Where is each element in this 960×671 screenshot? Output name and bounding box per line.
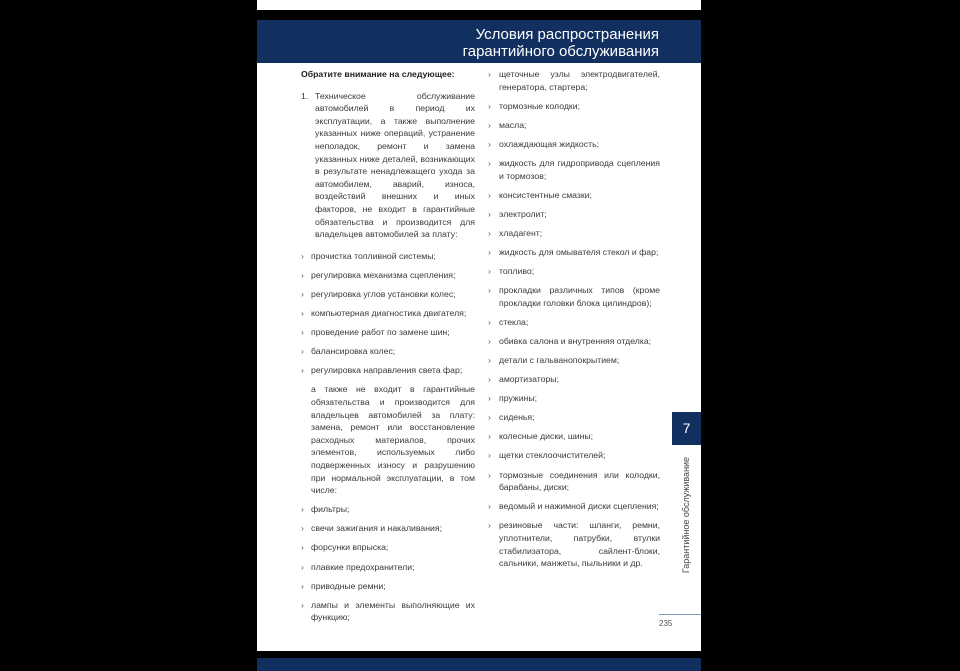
list-item: › топливо; bbox=[488, 265, 660, 278]
document-page bbox=[257, 20, 701, 651]
list-item: › плавкие предохранители; bbox=[301, 561, 475, 574]
page-number: 235 bbox=[659, 619, 673, 628]
list-item: › ведомый и нажимной диски сцепления; bbox=[488, 500, 660, 513]
list-item: › жидкость для омывателя стекол и фар; bbox=[488, 246, 660, 259]
list-item: › регулировка механизма сцепления; bbox=[301, 269, 475, 282]
list-item: › электролит; bbox=[488, 208, 660, 221]
list-item: › щеточные узлы электродвигателей, генератора, стартера; bbox=[488, 68, 660, 93]
list-item: › тормозные соединения или колодки, барабаны, диски; bbox=[488, 469, 660, 494]
list-item: › детали с гальванопокрытием; bbox=[488, 354, 660, 367]
header-title-line-1: Условия распространения bbox=[475, 26, 659, 43]
numbered-item-1 bbox=[301, 90, 475, 241]
header-title-line-2: гарантийного обслуживания bbox=[462, 43, 659, 60]
list-item: › регулировка углов установки колес; bbox=[301, 288, 475, 301]
list-item: › балансировка колес; bbox=[301, 345, 475, 358]
list-item: › консистентные смазки; bbox=[488, 189, 660, 202]
list-item: › лампы и элементы выполняющие их функцию; bbox=[301, 599, 475, 624]
list-item: › фильтры; bbox=[301, 503, 475, 516]
list-item: › сиденья; bbox=[488, 411, 660, 424]
list-item: › колесные диски, шины; bbox=[488, 430, 660, 443]
list-item: › проведение работ по замене шин; bbox=[301, 326, 475, 339]
list-item: › пружины; bbox=[488, 392, 660, 405]
list-item: › обивка салона и внутренняя отделка; bbox=[488, 335, 660, 348]
list-item: › приводные ремни; bbox=[301, 580, 475, 593]
footer-rule bbox=[659, 614, 701, 615]
list-item: › тормозные колодки; bbox=[488, 100, 660, 113]
chapter-label-text: Гарантийное обслуживание bbox=[681, 456, 691, 574]
list-item: › регулировка направления света фар; bbox=[301, 364, 475, 377]
previous-page-edge bbox=[257, 0, 701, 10]
list-item: › прокладки различных типов (кроме прокладки головки блока цилиндров); bbox=[488, 284, 660, 309]
right-column bbox=[488, 68, 660, 576]
list-item: › компьютерная диагностика двигателя; bbox=[301, 307, 475, 320]
list-item: › хладагент; bbox=[488, 227, 660, 240]
list-item: › свечи зажигания и накаливания; bbox=[301, 522, 475, 535]
item-text: Техническое обслуживание автомобилей в период их эксплуатации, а также выполнение указанных ниже операций, устранение неполадок, ремонт и замена указанных ниже деталей, возникающих в результате ненадлежащего ухода за автомобилем, аварий, износа, воздействий внешних и иных факторов, не входит в гарантийные обязательства и производится для владельцев автомобилей за плату: bbox=[315, 90, 475, 240]
chapter-tab: 7 bbox=[672, 412, 701, 445]
paragraph: а также не входит в гарантийные обязательства и производится для владельцев автомобилей за плату: замена, ремонт или восстановление расходных материалов, прочих элементов, используемых либо подверженных износу и разрушению при нормальной эксплуатации, в том числе: bbox=[311, 384, 475, 496]
section-heading: Обратите внимание на следующее: bbox=[301, 69, 455, 79]
list-item: › охлаждающая жидкость; bbox=[488, 138, 660, 151]
left-column bbox=[301, 68, 475, 630]
list-item: › резиновые части: шланги, ремни, уплотнители, патрубки, втулки стабилизатора, сайлент-блоки, сальники, манжеты, пыльники и др. bbox=[488, 519, 660, 569]
list-item: › стекла; bbox=[488, 316, 660, 329]
list-item: › щетки стеклоочистителей; bbox=[488, 449, 660, 462]
page-header bbox=[257, 20, 701, 63]
list-item: › масла; bbox=[488, 119, 660, 132]
item-number: 1. bbox=[301, 90, 309, 101]
list-item: › прочистка топливной системы; bbox=[301, 250, 475, 263]
list-item: › форсунки впрыска; bbox=[301, 541, 475, 554]
list-item: › жидкость для гидропривода сцепления и тормозов; bbox=[488, 157, 660, 182]
list-item: › амортизаторы; bbox=[488, 373, 660, 386]
next-page-edge bbox=[257, 658, 701, 671]
